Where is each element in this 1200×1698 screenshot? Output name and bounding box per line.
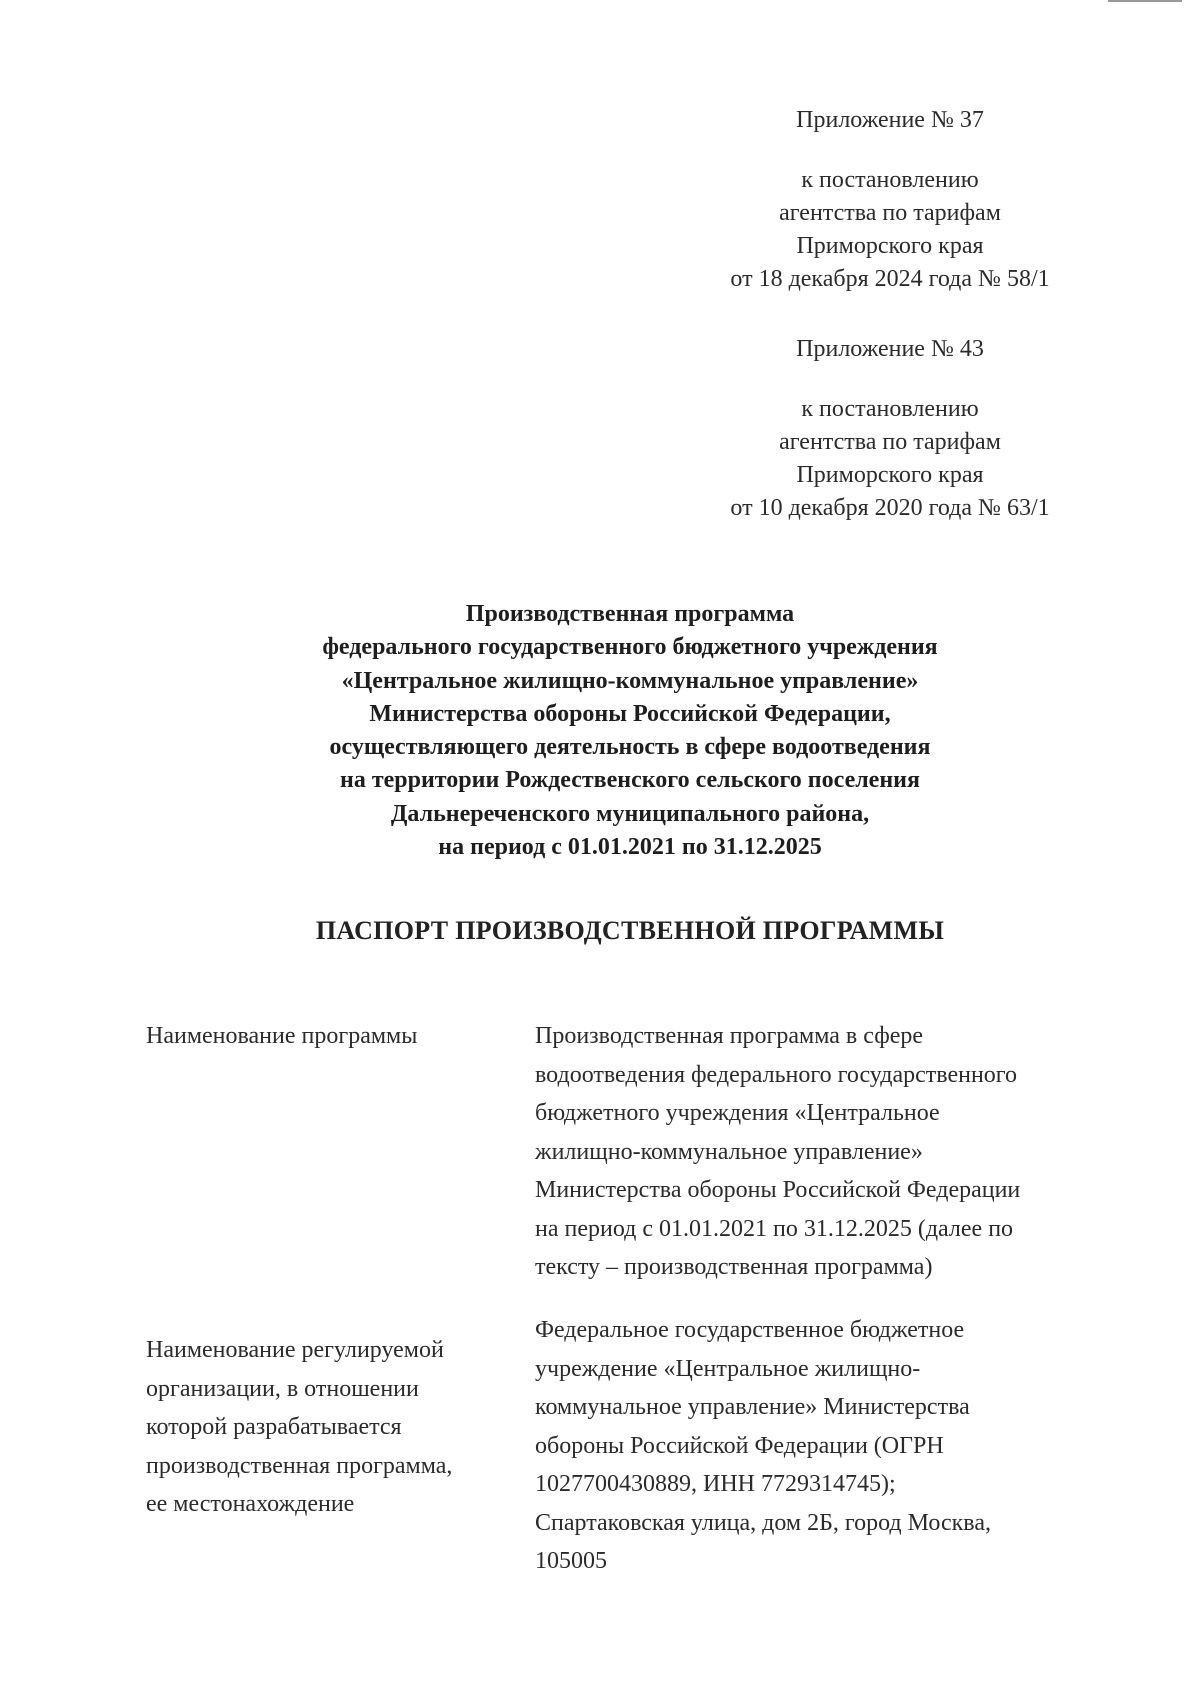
label-line: Наименование программы xyxy=(146,1023,418,1049)
program-title-line: Производственная программа xyxy=(465,601,795,627)
appendix-block-37 xyxy=(650,104,1130,296)
label-line: ее местонахождение xyxy=(146,1491,355,1517)
value-line: коммунальное управление» Министерства xyxy=(535,1394,970,1420)
scan-edge-mark xyxy=(1108,0,1182,2)
value-line: обороны Российской Федерации (ОГРН xyxy=(535,1432,944,1459)
appendix-line: агентства по тарифам xyxy=(779,429,1001,455)
program-title-line: «Центральное жилищно-коммунальное управление» xyxy=(341,667,919,694)
value-line: 1027700430889, ИНН 7729314745); xyxy=(535,1471,896,1497)
value-line: Министерства обороны Российской Федерации xyxy=(535,1177,1021,1203)
appendix-line: к постановлению xyxy=(801,167,979,193)
program-title-line: осуществляющего деятельность в сфере водоотведения xyxy=(329,734,931,761)
passport-row-value-program-name xyxy=(535,1017,1125,1287)
appendix-line: к постановлению xyxy=(801,396,979,422)
value-line: 105005 xyxy=(535,1548,607,1574)
program-title-line: на период с 01.01.2021 по 31.12.2025 xyxy=(438,834,822,861)
program-title-line: Дальнереченского муниципального района, xyxy=(390,800,870,827)
appendix-line: Приморского края xyxy=(796,233,984,259)
program-title xyxy=(180,598,1080,864)
label-line: Наименование регулируемой xyxy=(146,1337,444,1363)
value-line: водоотведения федерального государственного xyxy=(535,1061,1018,1088)
program-title-line: федерального государственного бюджетного учреждения xyxy=(322,634,938,661)
value-line: учреждение «Центральное жилищно- xyxy=(535,1355,921,1382)
label-line: которой разрабатывается xyxy=(146,1414,402,1440)
value-line: тексту – производственная программа) xyxy=(535,1254,933,1280)
program-title-line: Министерства обороны Российской Федерации, xyxy=(369,700,891,727)
appendix-block-43 xyxy=(650,333,1130,525)
value-line: Спартаковская улица, дом 2Б, город Москва, xyxy=(535,1509,991,1536)
passport-row-label-program-name xyxy=(146,1017,516,1056)
value-line: бюджетного учреждения «Центральное xyxy=(535,1100,940,1126)
appendix-line: Приморского края xyxy=(796,462,984,488)
appendix-line: от 18 декабря 2024 года № 58/1 xyxy=(730,266,1050,292)
appendix-number: Приложение № 37 xyxy=(796,107,984,133)
value-line: жилищно-коммунальное управление» xyxy=(535,1138,923,1165)
appendix-number: Приложение № 43 xyxy=(796,336,984,362)
appendix-line: от 10 декабря 2020 года № 63/1 xyxy=(730,495,1050,521)
passport-row-label-organization xyxy=(146,1331,516,1524)
value-line: на период с 01.01.2021 по 31.12.2025 (далее по xyxy=(535,1215,1014,1242)
label-line: организации, в отношении xyxy=(146,1375,419,1402)
value-line: Федеральное государственное бюджетное xyxy=(535,1317,965,1343)
label-line: производственная программа, xyxy=(146,1452,453,1479)
program-title-line: на территории Рождественского сельского поселения xyxy=(340,767,920,794)
appendix-line: агентства по тарифам xyxy=(779,200,1001,226)
value-line: Производственная программа в сфере xyxy=(535,1023,924,1049)
passport-heading: ПАСПОРТ ПРОИЗВОДСТВЕННОЙ ПРОГРАММЫ xyxy=(315,916,945,945)
passport-row-value-organization xyxy=(535,1311,1125,1581)
